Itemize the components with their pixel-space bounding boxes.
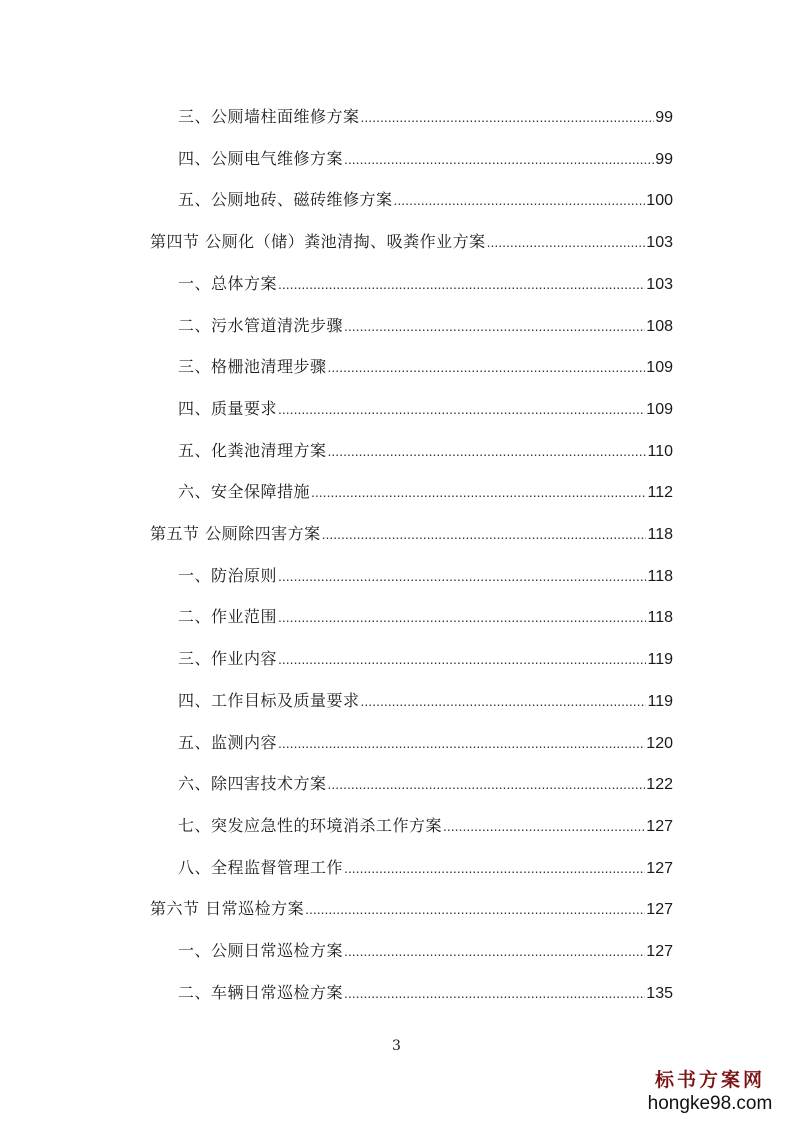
toc-entry-label: 第四节 公厕化（储）粪池清掏、吸粪作业方案 [150, 232, 486, 251]
toc-entry-page: 103 [646, 234, 673, 251]
toc-dot-leader [278, 396, 645, 422]
toc-entry-label: 第六节 日常巡检方案 [150, 899, 305, 918]
toc-dot-leader [487, 229, 646, 255]
toc-entry[interactable] [178, 730, 673, 756]
toc-entry-label: 四、质量要求 [178, 399, 278, 418]
toc-entry[interactable] [178, 771, 673, 797]
toc-dot-leader [278, 604, 646, 630]
toc-entry-label: 一、总体方案 [178, 274, 278, 293]
toc-entry-label: 二、作业范围 [178, 607, 278, 626]
toc-entry-page: 112 [647, 484, 673, 501]
toc-entry[interactable] [178, 688, 673, 714]
toc-entry[interactable] [178, 313, 673, 339]
toc-dot-leader [328, 354, 646, 380]
toc-dot-leader [361, 104, 655, 130]
toc-entry[interactable] [178, 980, 673, 1006]
toc-dot-leader [344, 980, 645, 1006]
toc-entry-page: 99 [655, 151, 673, 168]
toc-entry-label: 七、突发应急性的环境消杀工作方案 [178, 816, 443, 835]
toc-entry-page: 118 [647, 609, 673, 626]
toc-entry-label: 三、作业内容 [178, 649, 278, 668]
toc-entry-label: 三、格栅池清理步骤 [178, 357, 327, 376]
toc-entry-label: 二、污水管道清洗步骤 [178, 316, 344, 335]
toc-entry-page: 100 [646, 192, 673, 209]
toc-entry-label: 五、公厕地砖、磁砖维修方案 [178, 190, 393, 209]
toc-entry[interactable] [178, 396, 673, 422]
toc-entry-page: 110 [647, 443, 673, 460]
toc-entry-page: 127 [646, 860, 673, 877]
toc-dot-leader [344, 146, 654, 172]
toc-entry[interactable] [178, 479, 673, 505]
toc-entry-label: 一、防治原则 [178, 566, 278, 585]
toc-dot-leader [361, 688, 647, 714]
toc-dot-leader [344, 938, 645, 964]
toc-entry[interactable] [178, 187, 673, 213]
toc-entry[interactable] [178, 146, 673, 172]
toc-entry[interactable] [150, 521, 673, 547]
watermark [635, 1068, 785, 1116]
toc-entry-label: 四、工作目标及质量要求 [178, 691, 360, 710]
toc-dot-leader [278, 563, 646, 589]
toc-entry[interactable] [150, 896, 673, 922]
toc-entry-label: 三、公厕墙柱面维修方案 [178, 107, 360, 126]
toc-entry[interactable] [178, 438, 673, 464]
toc-dot-leader [328, 438, 647, 464]
toc-entry-label: 四、公厕电气维修方案 [178, 149, 344, 168]
toc-entry-label: 二、车辆日常巡检方案 [178, 983, 344, 1002]
toc-dot-leader [278, 646, 646, 672]
toc-dot-leader [394, 187, 646, 213]
toc-dot-leader [344, 313, 645, 339]
toc-entry[interactable] [178, 354, 673, 380]
toc-entry-label: 八、全程监督管理工作 [178, 858, 344, 877]
toc-dot-leader [322, 521, 647, 547]
toc-entry[interactable] [178, 104, 673, 130]
toc-entry-page: 108 [646, 318, 673, 335]
toc-entry[interactable] [178, 855, 673, 881]
toc-dot-leader [278, 730, 645, 756]
toc-entry-label: 一、公厕日常巡检方案 [178, 941, 344, 960]
toc-entry-label: 五、化粪池清理方案 [178, 441, 327, 460]
toc-dot-leader [344, 855, 645, 881]
toc-entry-page: 109 [646, 401, 673, 418]
page-number: 3 [392, 1038, 401, 1054]
watermark-url: hongke98.com [647, 1093, 773, 1114]
toc-entry-page: 118 [647, 568, 673, 585]
toc-entry[interactable] [178, 563, 673, 589]
toc-entry-label: 六、安全保障措施 [178, 482, 311, 501]
toc-entry-page: 99 [655, 109, 673, 126]
toc-entry-page: 118 [647, 526, 673, 543]
toc-entry-page: 120 [646, 735, 673, 752]
toc-entry-page: 119 [647, 693, 673, 710]
toc-entry[interactable] [178, 646, 673, 672]
toc-entry-page: 127 [646, 901, 673, 918]
toc-dot-leader [311, 479, 646, 505]
toc-entry-page: 127 [646, 818, 673, 835]
toc-dot-leader [278, 271, 645, 297]
toc-entry-page: 119 [647, 651, 673, 668]
toc-entry[interactable] [150, 229, 673, 255]
toc-entry[interactable] [178, 813, 673, 839]
toc-entry[interactable] [178, 271, 673, 297]
toc-dot-leader [443, 813, 645, 839]
toc-entry[interactable] [178, 604, 673, 630]
toc-entry-page: 122 [646, 776, 673, 793]
toc-entry-page: 109 [646, 359, 673, 376]
toc-entry-label: 六、除四害技术方案 [178, 774, 327, 793]
toc-entry-page: 127 [646, 943, 673, 960]
toc-dot-leader [328, 771, 646, 797]
toc-entry-page: 103 [646, 276, 673, 293]
toc-entry-page: 135 [646, 985, 673, 1002]
toc-entry-label: 五、监测内容 [178, 733, 278, 752]
watermark-title: 标书方案网 [654, 1069, 765, 1091]
toc-dot-leader [305, 896, 645, 922]
toc-entry[interactable] [178, 938, 673, 964]
toc-entry-label: 第五节 公厕除四害方案 [150, 524, 321, 543]
